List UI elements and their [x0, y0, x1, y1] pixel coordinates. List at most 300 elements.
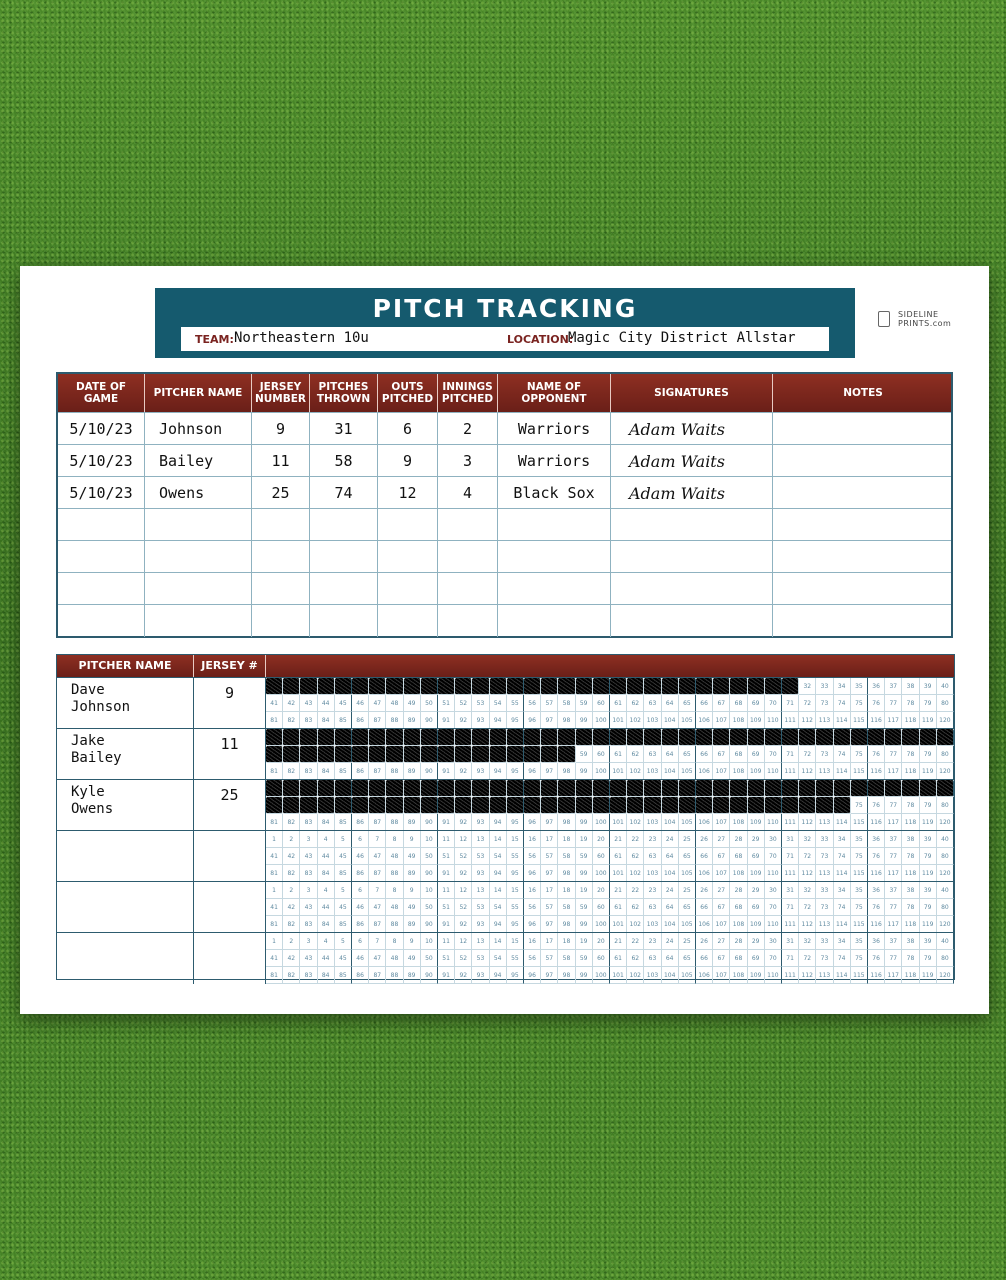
pitch-box[interactable] [558, 780, 575, 797]
pitch-box[interactable] [662, 729, 679, 746]
pitch-box[interactable]: 110 [765, 967, 782, 984]
pitch-box[interactable]: 79 [920, 899, 937, 916]
log-cell-innings[interactable] [438, 541, 498, 573]
pitch-box[interactable] [541, 797, 558, 814]
pitch-box[interactable]: 10 [421, 933, 438, 950]
pitch-box[interactable]: 29 [748, 882, 765, 899]
pitch-box[interactable]: 111 [782, 967, 799, 984]
pitch-box[interactable] [662, 797, 679, 814]
pitch-box[interactable]: 52 [455, 899, 472, 916]
pitch-box[interactable]: 13 [472, 831, 489, 848]
pitch-box[interactable]: 72 [799, 746, 816, 763]
pitch-box[interactable]: 100 [593, 763, 610, 780]
pitch-box[interactable]: 107 [713, 967, 730, 984]
pitch-box[interactable]: 8 [386, 933, 403, 950]
pitch-box[interactable]: 118 [902, 814, 919, 831]
pitch-box[interactable]: 79 [920, 797, 937, 814]
pitch-box[interactable]: 103 [644, 712, 661, 729]
pitch-box[interactable]: 78 [902, 695, 919, 712]
pitch-box[interactable]: 75 [851, 848, 868, 865]
pitch-box[interactable]: 81 [266, 916, 283, 933]
pitch-box[interactable]: 102 [627, 763, 644, 780]
pitch-box[interactable]: 68 [730, 848, 747, 865]
log-cell-pitcher[interactable] [145, 605, 252, 637]
pitch-box[interactable]: 104 [662, 814, 679, 831]
pitch-box[interactable]: 91 [438, 967, 455, 984]
log-cell-signature[interactable]: Adam Waits [611, 477, 773, 509]
pitch-box[interactable]: 42 [283, 950, 300, 967]
log-cell-pitcher[interactable] [145, 509, 252, 541]
pitch-box[interactable]: 91 [438, 712, 455, 729]
pitch-box[interactable]: 22 [627, 933, 644, 950]
pitch-box[interactable]: 5 [335, 831, 352, 848]
pitch-box[interactable]: 101 [610, 763, 627, 780]
pitch-box[interactable] [696, 678, 713, 695]
pitch-box[interactable]: 8 [386, 831, 403, 848]
pitch-box[interactable] [404, 746, 421, 763]
log-cell-innings[interactable] [438, 509, 498, 541]
pitch-box[interactable] [816, 797, 833, 814]
pitch-box[interactable]: 38 [902, 678, 919, 695]
pitch-box[interactable]: 97 [541, 763, 558, 780]
pitch-box[interactable]: 115 [851, 865, 868, 882]
pitch-box[interactable] [490, 729, 507, 746]
log-cell-opponent[interactable] [498, 605, 611, 637]
pitch-box[interactable]: 76 [868, 848, 885, 865]
pitch-box[interactable]: 55 [507, 950, 524, 967]
pitch-box[interactable]: 32 [799, 831, 816, 848]
pitch-box[interactable]: 66 [696, 899, 713, 916]
pitch-box[interactable]: 45 [335, 950, 352, 967]
pitch-box[interactable]: 26 [696, 933, 713, 950]
pitch-box[interactable]: 20 [593, 882, 610, 899]
pitch-box[interactable]: 38 [902, 831, 919, 848]
pitch-box[interactable]: 90 [421, 967, 438, 984]
pitch-box[interactable]: 31 [782, 882, 799, 899]
pitch-box[interactable]: 97 [541, 865, 558, 882]
pitch-box[interactable]: 36 [868, 933, 885, 950]
pitch-box[interactable]: 99 [576, 712, 593, 729]
team-value[interactable]: Northeastern 10u [234, 330, 369, 346]
pitch-box[interactable]: 38 [902, 882, 919, 899]
pitch-box[interactable]: 22 [627, 831, 644, 848]
pitch-box[interactable]: 24 [662, 831, 679, 848]
log-cell-outs[interactable]: 6 [378, 413, 438, 445]
pitch-box[interactable]: 101 [610, 865, 627, 882]
pitch-box[interactable] [369, 729, 386, 746]
pitch-box[interactable]: 71 [782, 695, 799, 712]
pitch-box[interactable]: 89 [404, 712, 421, 729]
pitch-box[interactable]: 98 [558, 865, 575, 882]
pitch-box[interactable]: 31 [782, 831, 799, 848]
pitch-box[interactable]: 39 [920, 933, 937, 950]
pitch-box[interactable]: 114 [834, 967, 851, 984]
pitch-box[interactable]: 85 [335, 967, 352, 984]
log-cell-jersey[interactable] [252, 573, 310, 605]
pitch-box[interactable]: 116 [868, 814, 885, 831]
pitch-box[interactable]: 117 [885, 814, 902, 831]
pitch-box[interactable]: 59 [576, 695, 593, 712]
pitch-box[interactable] [524, 797, 541, 814]
pitch-box[interactable]: 114 [834, 814, 851, 831]
log-cell-pitcher[interactable]: Bailey [145, 445, 252, 477]
pitch-box[interactable] [369, 746, 386, 763]
pitch-box[interactable]: 90 [421, 865, 438, 882]
pitch-box[interactable]: 114 [834, 763, 851, 780]
pitch-box[interactable]: 93 [472, 967, 489, 984]
pitch-box[interactable] [490, 780, 507, 797]
pitch-box[interactable]: 82 [283, 916, 300, 933]
pitch-box[interactable]: 7 [369, 933, 386, 950]
pitch-box[interactable]: 56 [524, 695, 541, 712]
pitch-box[interactable]: 55 [507, 899, 524, 916]
pitch-box[interactable]: 60 [593, 695, 610, 712]
pitch-box[interactable]: 41 [266, 950, 283, 967]
pitch-box[interactable]: 77 [885, 848, 902, 865]
pitch-box[interactable]: 107 [713, 763, 730, 780]
log-cell-pitches[interactable] [310, 605, 378, 637]
pitch-box[interactable]: 83 [300, 916, 317, 933]
pitch-box[interactable]: 81 [266, 763, 283, 780]
pitch-box[interactable] [335, 797, 352, 814]
pitch-box[interactable] [386, 746, 403, 763]
pitch-box[interactable]: 65 [679, 899, 696, 916]
pitch-box[interactable]: 13 [472, 882, 489, 899]
pitch-box[interactable]: 86 [352, 865, 369, 882]
pitch-box[interactable]: 97 [541, 712, 558, 729]
pitch-box[interactable]: 98 [558, 967, 575, 984]
pitch-box[interactable]: 12 [455, 882, 472, 899]
pitch-box[interactable]: 112 [799, 865, 816, 882]
pitch-box[interactable]: 80 [937, 695, 954, 712]
pitch-box[interactable]: 77 [885, 899, 902, 916]
pitch-box[interactable] [507, 729, 524, 746]
pitch-box[interactable]: 60 [593, 746, 610, 763]
pitch-box[interactable]: 11 [438, 882, 455, 899]
pitch-box[interactable]: 101 [610, 712, 627, 729]
pitch-box[interactable]: 116 [868, 967, 885, 984]
pitch-box[interactable]: 16 [524, 882, 541, 899]
pitch-box[interactable]: 104 [662, 763, 679, 780]
log-cell-notes[interactable] [773, 413, 953, 445]
pitch-box[interactable]: 69 [748, 695, 765, 712]
pitch-box[interactable] [576, 729, 593, 746]
pitch-box[interactable]: 39 [920, 831, 937, 848]
pitch-box[interactable]: 46 [352, 899, 369, 916]
pitch-box[interactable]: 109 [748, 865, 765, 882]
pitch-box[interactable]: 12 [455, 933, 472, 950]
pitch-box[interactable]: 89 [404, 814, 421, 831]
pitch-box[interactable]: 57 [541, 950, 558, 967]
pitch-box[interactable]: 109 [748, 967, 765, 984]
pitch-box[interactable]: 84 [318, 967, 335, 984]
pitch-box[interactable] [593, 780, 610, 797]
pitch-box[interactable]: 120 [937, 712, 954, 729]
pitch-box[interactable]: 36 [868, 882, 885, 899]
log-cell-signature[interactable]: Adam Waits [611, 413, 773, 445]
pitch-box[interactable]: 87 [369, 916, 386, 933]
pitch-box[interactable]: 4 [318, 831, 335, 848]
log-cell-outs[interactable]: 12 [378, 477, 438, 509]
pitch-box[interactable]: 35 [851, 933, 868, 950]
pitch-box[interactable]: 91 [438, 865, 455, 882]
pitch-box[interactable]: 24 [662, 933, 679, 950]
pitch-box[interactable] [713, 729, 730, 746]
pitch-box[interactable]: 43 [300, 950, 317, 967]
pitch-box[interactable]: 97 [541, 916, 558, 933]
pitch-box[interactable]: 91 [438, 916, 455, 933]
pitch-box[interactable] [524, 678, 541, 695]
pitch-box[interactable]: 87 [369, 712, 386, 729]
pitch-box[interactable]: 106 [696, 712, 713, 729]
pitch-box[interactable]: 73 [816, 746, 833, 763]
pitch-box[interactable]: 30 [765, 933, 782, 950]
pitch-box[interactable]: 10 [421, 882, 438, 899]
pitch-box[interactable]: 63 [644, 950, 661, 967]
pitch-box[interactable] [576, 780, 593, 797]
pitch-box[interactable] [318, 729, 335, 746]
pitch-box[interactable]: 99 [576, 763, 593, 780]
pitch-box[interactable]: 95 [507, 712, 524, 729]
pitch-box[interactable]: 57 [541, 899, 558, 916]
pitch-box[interactable] [335, 678, 352, 695]
log-cell-jersey[interactable]: 11 [252, 445, 310, 477]
pitch-box[interactable] [507, 797, 524, 814]
pitch-box[interactable]: 107 [713, 712, 730, 729]
pitch-box[interactable]: 67 [713, 950, 730, 967]
pitch-box[interactable]: 59 [576, 950, 593, 967]
pitch-box[interactable]: 47 [369, 950, 386, 967]
pitch-box[interactable]: 95 [507, 865, 524, 882]
pitch-box[interactable]: 42 [283, 899, 300, 916]
pitch-box[interactable] [610, 797, 627, 814]
pitch-box[interactable]: 84 [318, 916, 335, 933]
pitch-box[interactable]: 93 [472, 916, 489, 933]
pitch-box[interactable] [696, 729, 713, 746]
pitch-box[interactable] [765, 780, 782, 797]
pitch-box[interactable]: 80 [937, 950, 954, 967]
pitch-box[interactable]: 81 [266, 865, 283, 882]
pitch-box[interactable]: 92 [455, 814, 472, 831]
pitch-box[interactable] [335, 780, 352, 797]
pitch-box[interactable]: 78 [902, 950, 919, 967]
pitch-box[interactable] [593, 678, 610, 695]
pitch-box[interactable]: 104 [662, 712, 679, 729]
pitch-box[interactable]: 74 [834, 950, 851, 967]
pitch-box[interactable] [610, 729, 627, 746]
pitch-box[interactable]: 108 [730, 916, 747, 933]
pitch-box[interactable]: 102 [627, 814, 644, 831]
pitch-box[interactable] [352, 780, 369, 797]
pitch-box[interactable]: 61 [610, 899, 627, 916]
pitch-box[interactable]: 44 [318, 950, 335, 967]
log-cell-date[interactable] [58, 605, 145, 637]
pitch-box[interactable] [885, 729, 902, 746]
pitch-box[interactable]: 95 [507, 967, 524, 984]
pitch-box[interactable]: 11 [438, 831, 455, 848]
pitch-box[interactable]: 87 [369, 814, 386, 831]
pitch-box[interactable]: 84 [318, 712, 335, 729]
pitch-box[interactable]: 3 [300, 933, 317, 950]
pitch-box[interactable]: 118 [902, 967, 919, 984]
pitch-box[interactable]: 32 [799, 882, 816, 899]
pitch-box[interactable] [507, 678, 524, 695]
pitch-box[interactable] [799, 780, 816, 797]
pitch-box[interactable]: 84 [318, 865, 335, 882]
pitch-box[interactable]: 94 [490, 916, 507, 933]
pitch-box[interactable]: 103 [644, 865, 661, 882]
pitch-box[interactable]: 75 [851, 746, 868, 763]
pitch-box[interactable] [696, 797, 713, 814]
pitcher-name-cell[interactable] [57, 882, 194, 933]
pitch-box[interactable]: 22 [627, 882, 644, 899]
pitch-box[interactable]: 61 [610, 848, 627, 865]
pitch-box[interactable] [696, 780, 713, 797]
pitch-box[interactable]: 47 [369, 695, 386, 712]
pitch-box[interactable]: 67 [713, 899, 730, 916]
pitch-box[interactable] [765, 678, 782, 695]
pitch-box[interactable]: 61 [610, 950, 627, 967]
pitch-box[interactable]: 76 [868, 950, 885, 967]
pitch-box[interactable]: 37 [885, 933, 902, 950]
pitch-box[interactable]: 73 [816, 950, 833, 967]
pitch-box[interactable] [713, 678, 730, 695]
pitch-box[interactable]: 64 [662, 950, 679, 967]
pitch-box[interactable]: 78 [902, 797, 919, 814]
pitch-box[interactable]: 101 [610, 814, 627, 831]
pitch-box[interactable] [472, 797, 489, 814]
pitch-box[interactable]: 61 [610, 746, 627, 763]
pitch-box[interactable]: 104 [662, 865, 679, 882]
pitch-box[interactable]: 72 [799, 695, 816, 712]
pitch-box[interactable]: 108 [730, 712, 747, 729]
pitch-box[interactable] [472, 729, 489, 746]
pitch-box[interactable]: 86 [352, 712, 369, 729]
pitch-box[interactable]: 10 [421, 831, 438, 848]
pitch-box[interactable]: 54 [490, 950, 507, 967]
pitch-box[interactable] [558, 746, 575, 763]
pitch-box[interactable]: 89 [404, 763, 421, 780]
pitch-box[interactable]: 120 [937, 916, 954, 933]
pitch-box[interactable] [748, 729, 765, 746]
pitch-box[interactable]: 72 [799, 899, 816, 916]
pitch-box[interactable]: 89 [404, 865, 421, 882]
pitch-box[interactable]: 103 [644, 814, 661, 831]
pitch-box[interactable]: 89 [404, 967, 421, 984]
pitch-box[interactable]: 68 [730, 950, 747, 967]
pitch-box[interactable] [386, 780, 403, 797]
pitch-box[interactable]: 50 [421, 950, 438, 967]
pitch-box[interactable] [782, 780, 799, 797]
pitch-box[interactable]: 63 [644, 695, 661, 712]
pitch-box[interactable]: 1 [266, 831, 283, 848]
pitch-box[interactable]: 15 [507, 831, 524, 848]
pitch-box[interactable]: 93 [472, 712, 489, 729]
pitch-box[interactable]: 51 [438, 848, 455, 865]
pitch-box[interactable]: 64 [662, 899, 679, 916]
pitch-box[interactable]: 17 [541, 882, 558, 899]
pitch-box[interactable]: 114 [834, 916, 851, 933]
log-cell-pitcher[interactable] [145, 541, 252, 573]
pitch-box[interactable] [507, 780, 524, 797]
pitch-box[interactable]: 37 [885, 678, 902, 695]
pitch-box[interactable] [318, 780, 335, 797]
pitch-box[interactable]: 118 [902, 763, 919, 780]
pitch-box[interactable] [421, 797, 438, 814]
pitch-box[interactable]: 25 [679, 933, 696, 950]
pitch-box[interactable]: 64 [662, 695, 679, 712]
pitch-box[interactable]: 4 [318, 882, 335, 899]
pitch-box[interactable]: 67 [713, 746, 730, 763]
pitch-box[interactable]: 76 [868, 695, 885, 712]
pitcher-jersey-cell[interactable] [194, 933, 266, 984]
pitch-box[interactable]: 56 [524, 899, 541, 916]
pitch-box[interactable]: 61 [610, 695, 627, 712]
pitch-box[interactable]: 100 [593, 712, 610, 729]
pitch-box[interactable] [318, 797, 335, 814]
pitch-box[interactable]: 16 [524, 831, 541, 848]
pitch-box[interactable] [438, 746, 455, 763]
pitch-box[interactable] [318, 746, 335, 763]
pitch-box[interactable] [834, 797, 851, 814]
pitch-box[interactable]: 100 [593, 967, 610, 984]
pitch-box[interactable]: 32 [799, 678, 816, 695]
pitch-box[interactable] [662, 780, 679, 797]
pitch-box[interactable]: 97 [541, 814, 558, 831]
pitch-box[interactable]: 7 [369, 882, 386, 899]
pitch-box[interactable]: 98 [558, 814, 575, 831]
pitch-box[interactable]: 87 [369, 967, 386, 984]
pitch-box[interactable]: 41 [266, 695, 283, 712]
pitch-box[interactable]: 107 [713, 916, 730, 933]
pitch-box[interactable]: 14 [490, 831, 507, 848]
pitch-box[interactable]: 37 [885, 831, 902, 848]
pitch-box[interactable]: 49 [404, 950, 421, 967]
pitch-box[interactable] [472, 780, 489, 797]
pitch-box[interactable]: 34 [834, 678, 851, 695]
pitch-box[interactable]: 47 [369, 899, 386, 916]
pitch-box[interactable]: 114 [834, 865, 851, 882]
pitch-box[interactable]: 53 [472, 848, 489, 865]
pitch-box[interactable]: 119 [920, 712, 937, 729]
pitch-box[interactable]: 96 [524, 814, 541, 831]
pitch-box[interactable]: 44 [318, 899, 335, 916]
pitch-box[interactable]: 70 [765, 899, 782, 916]
pitch-box[interactable]: 52 [455, 848, 472, 865]
pitch-box[interactable] [851, 780, 868, 797]
pitch-box[interactable] [541, 780, 558, 797]
log-cell-signature[interactable] [611, 509, 773, 541]
pitch-box[interactable] [920, 729, 937, 746]
pitch-box[interactable] [902, 729, 919, 746]
pitch-box[interactable]: 78 [902, 899, 919, 916]
log-cell-notes[interactable] [773, 509, 953, 541]
pitch-box[interactable] [524, 780, 541, 797]
pitch-box[interactable]: 43 [300, 899, 317, 916]
pitch-box[interactable]: 92 [455, 763, 472, 780]
pitch-box[interactable] [851, 729, 868, 746]
pitch-box[interactable]: 92 [455, 967, 472, 984]
pitch-box[interactable]: 11 [438, 933, 455, 950]
log-cell-notes[interactable] [773, 605, 953, 637]
pitch-box[interactable]: 59 [576, 746, 593, 763]
pitch-box[interactable]: 50 [421, 899, 438, 916]
pitch-box[interactable]: 58 [558, 848, 575, 865]
pitch-box[interactable]: 58 [558, 695, 575, 712]
pitch-box[interactable]: 96 [524, 967, 541, 984]
log-cell-notes[interactable] [773, 573, 953, 605]
log-cell-pitcher[interactable] [145, 573, 252, 605]
